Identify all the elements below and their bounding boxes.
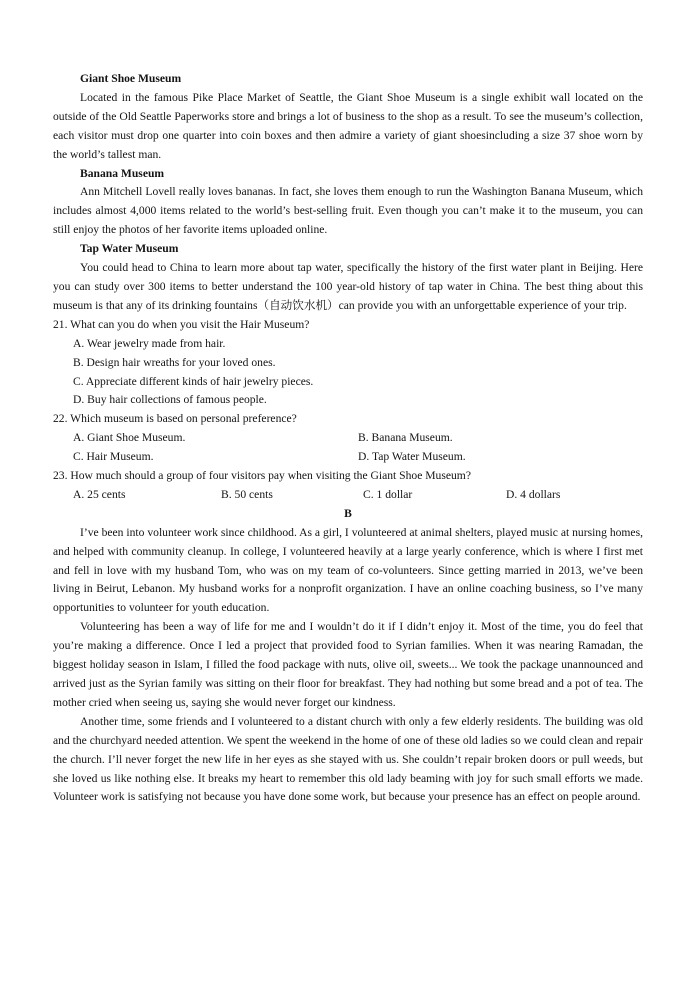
section-b-paragraph-3: Another time, some friends and I volunteered to a distant church with only a few elderly residents. The building was old and the churchyard needed attention. We spent the weekend in the home of one of these old ladies so we could clean and repair the church. I’ll never forget the new life in her eyes as she stayed with us. She couldn’t repair broken doors or pull weeds, but she loved us like nothing else. It breaks my heart to remember this old lady beaming with joy for such small efforts we made. Volunteer work is satisfying not because you have done some work, but because your presence has an effect on people around. — [53, 714, 643, 804]
question-stem: 23. How much should a group of four visitors pay when visiting the Giant Shoe Museum? — [53, 469, 471, 483]
question-stem: 22. Which museum is based on personal preference? — [53, 412, 297, 426]
question-21 — [53, 316, 643, 411]
option-d: D. Buy hair collections of famous people. — [73, 393, 267, 407]
section-b-paragraph-2: Volunteering has been a way of life for me and I wouldn’t do it if I didn’t enjoy it. Most of the time, you do feel that you’re making a difference. Once I led a project that provided food to Syrian families. When it was nearing Ramadan, the biggest holiday season in Islam, I filled the food package with nuts, olive oil, sweets... We took the package unannounced and arrived just as the Syrian family was sitting on their floor for breakfast. They had nothing but some bread and a pot of tea. The mother cried when seeing us, saying she would never forget our kindness. — [53, 620, 643, 709]
option-a: A. 25 cents — [73, 487, 126, 501]
options-row — [53, 448, 643, 467]
option-b: B. 50 cents — [221, 487, 273, 501]
giant-shoe-museum-heading: Giant Shoe Museum — [80, 72, 182, 85]
option-d: D. 4 dollars — [506, 487, 561, 501]
page-content — [53, 70, 643, 807]
question-23 — [53, 467, 643, 505]
tap-water-museum-heading: Tap Water Museum — [80, 242, 179, 256]
section-b-paragraph-1: I’ve been into volunteer work since childhood. As a girl, I volunteered at animal shelters, played music at nursing homes, and helped with community cleanup. In college, I volunteered heavily at a large yearly conference, which is where I first met and fell in love with my husband Tom, who was on my team of co-volunteers. Since getting married in 2013, we’ve been living in Beirut, Lebanon. My husband works for a nonprofit organization. I have an online coaching business, so I’ve many opportunities to volunteer for youth education. — [53, 525, 643, 615]
option-c: C. 1 dollar — [363, 487, 413, 501]
option-c: C. Appreciate different kinds of hair jewelry pieces. — [73, 374, 314, 388]
options-row — [53, 429, 643, 448]
question-stem: 21. What can you do when you visit the Hair Museum? — [53, 317, 310, 331]
option-a: A. Giant Shoe Museum. — [73, 431, 186, 445]
option-b: B. Banana Museum. — [358, 431, 453, 445]
question-22 — [53, 410, 643, 467]
banana-museum-paragraph: Ann Mitchell Lovell really loves bananas. In fact, she loves them enough to run the Washington Banana Museum, which includes almost 4,000 items related to the world’s best-selling fruit. Even though you can’t make it to the museum, you can still enjoy the photos of her favorite items uploaded online. — [53, 185, 643, 237]
section-b-heading: B — [344, 506, 352, 520]
option-b: B. Design hair wreaths for your loved ones. — [73, 355, 276, 369]
giant-shoe-museum-paragraph: Located in the famous Pike Place Market of Seattle, the Giant Shoe Museum is a single exhibit wall located on the outside of the Old Seattle Paperworks store and brings a lot of business to the shop as a result. To see the museum’s collection, each visitor must drop one quarter into coin boxes and then admire a variety of giant shoesincluding a size 37 shoe worn by the world’s tallest man. — [53, 90, 643, 161]
option-a: A. Wear jewelry made from hair. — [73, 336, 226, 350]
banana-museum-heading: Banana Museum — [80, 166, 165, 180]
options-row — [53, 486, 643, 505]
option-d: D. Tap Water Museum. — [358, 450, 466, 464]
tap-water-museum-paragraph: You could head to China to learn more about tap water, specifically the history of the first water plant in Beijing. Here you can study over 300 items to better understand the 100 year-old history of tap water in China. The best thing about this museum is that any of its drinking fountains（自动饮水机）can provide you with an unforgettable experience of your trip. — [53, 261, 643, 312]
option-c: C. Hair Museum. — [73, 450, 154, 464]
